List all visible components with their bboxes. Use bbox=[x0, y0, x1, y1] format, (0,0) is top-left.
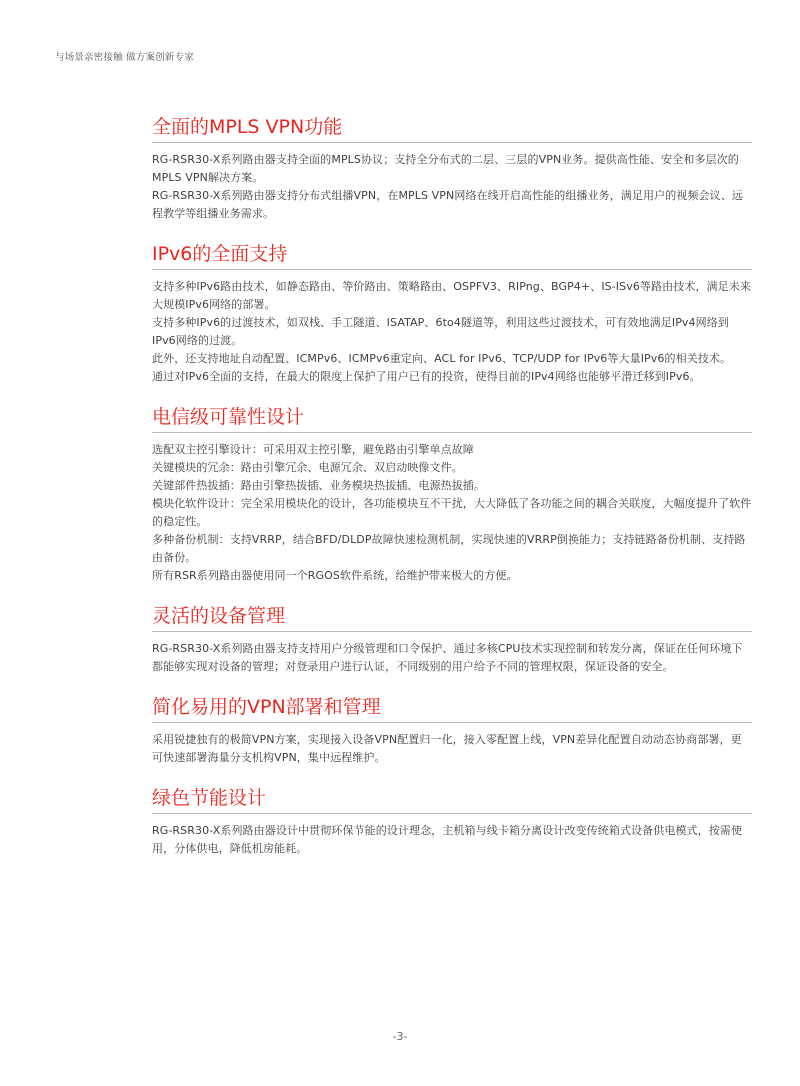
paragraph: 支持多种IPv6路由技术，如静态路由、等价路由、策略路由、OSPFV3、RIPng、BGP4+、IS-ISv6等路由技术，满足未来大规模IPv6网络的部署。 bbox=[152, 280, 751, 311]
section-green-energy bbox=[152, 785, 752, 858]
paragraph: RG-RSR30-X系列路由器支持分布式组播VPN，在MPLS VPN网络在线开启高性能的组播业务，满足用户的视频会议、远程教学等组播业务需求。 bbox=[152, 189, 743, 220]
paragraph: 支持多种IPv6的过渡技术，如双栈、手工隧道、ISATAP、6to4隧道等，利用这些过渡技术，可有效地满足IPv4网络到IPv6网络的过渡。 bbox=[152, 316, 729, 347]
paragraph: 采用锐捷独有的极简VPN方案，实现接入设备VPN配置归一化，接入零配置上线，VPN差异化配置自动动态协商部署，更可快速部署海量分支机构VPN，集中远程维护。 bbox=[152, 733, 742, 764]
section-mpls-vpn bbox=[152, 114, 752, 223]
paragraph: RG-RSR30-X系列路由器支持支持用户分级管理和口令保护、通过多核CPU技术实现控制和转发分离，保证在任何环境下都能够实现对设备的管理；对登录用户进行认证，不同级别的用户给予不同的管理权限，保证设备的安全。 bbox=[152, 642, 743, 673]
paragraph: 关键模块的冗余：路由引擎冗余、电源冗余、双启动映像文件。 bbox=[152, 461, 463, 474]
paragraph: 模块化软件设计：完全采用模块化的设计，各功能模块互不干扰，大大降低了各功能之间的耦合关联度，大幅度提升了软件的稳定性。 bbox=[152, 497, 752, 528]
header-tagline: 与场景亲密接触 做方案创新专家 bbox=[55, 52, 195, 63]
paragraph: 关键部件热拔插：路由引擎热拔插、业务模块热拔插、电源热拔插。 bbox=[152, 479, 485, 492]
document-body bbox=[152, 114, 752, 876]
section-title: 简化易用的VPN部署和管理 bbox=[152, 694, 752, 723]
section-title: IPv6的全面支持 bbox=[152, 241, 752, 270]
section-reliability bbox=[152, 404, 752, 585]
paragraph: 通过对IPv6全面的支持，在最大的限度上保护了用户已有的投资，使得目前的IPv4网络也能够平滑迁移到IPv6。 bbox=[152, 370, 701, 383]
paragraph: 多种备份机制：支持VRRP，结合BFD/DLDP故障快速检测机制，实现快速的VRRP倒换能力；支持链路备份机制、支持路由备份。 bbox=[152, 533, 746, 564]
section-title: 电信级可靠性设计 bbox=[152, 404, 752, 433]
section-title: 绿色节能设计 bbox=[152, 785, 752, 814]
section-ipv6 bbox=[152, 241, 752, 386]
section-device-management bbox=[152, 603, 752, 676]
section-vpn-deployment bbox=[152, 694, 752, 767]
paragraph: 此外，还支持地址自动配置、ICMPv6、ICMPv6重定向、ACL for IPv6、TCP/UDP for IPv6等大量IPv6的相关技术。 bbox=[152, 352, 732, 365]
paragraph: RG-RSR30-X系列路由器支持全面的MPLS协议；支持全分布式的二层、三层的VPN业务。提供高性能、安全和多层次的MPLS VPN解决方案。 bbox=[152, 153, 739, 184]
paragraph: RG-RSR30-X系列路由器设计中贯彻环保节能的设计理念，主机箱与线卡箱分离设计改变传统箱式设备供电模式，按需使用，分体供电，降低机房能耗。 bbox=[152, 824, 743, 855]
paragraph: 选配双主控引擎设计：可采用双主控引擎，避免路由引擎单点故障 bbox=[152, 443, 474, 456]
section-title: 全面的MPLS VPN功能 bbox=[152, 114, 752, 143]
page-number: -3- bbox=[392, 1030, 408, 1043]
section-title: 灵活的设备管理 bbox=[152, 603, 752, 632]
paragraph: 所有RSR系列路由器使用同一个RGOS软件系统，给维护带来极大的方便。 bbox=[152, 569, 518, 582]
